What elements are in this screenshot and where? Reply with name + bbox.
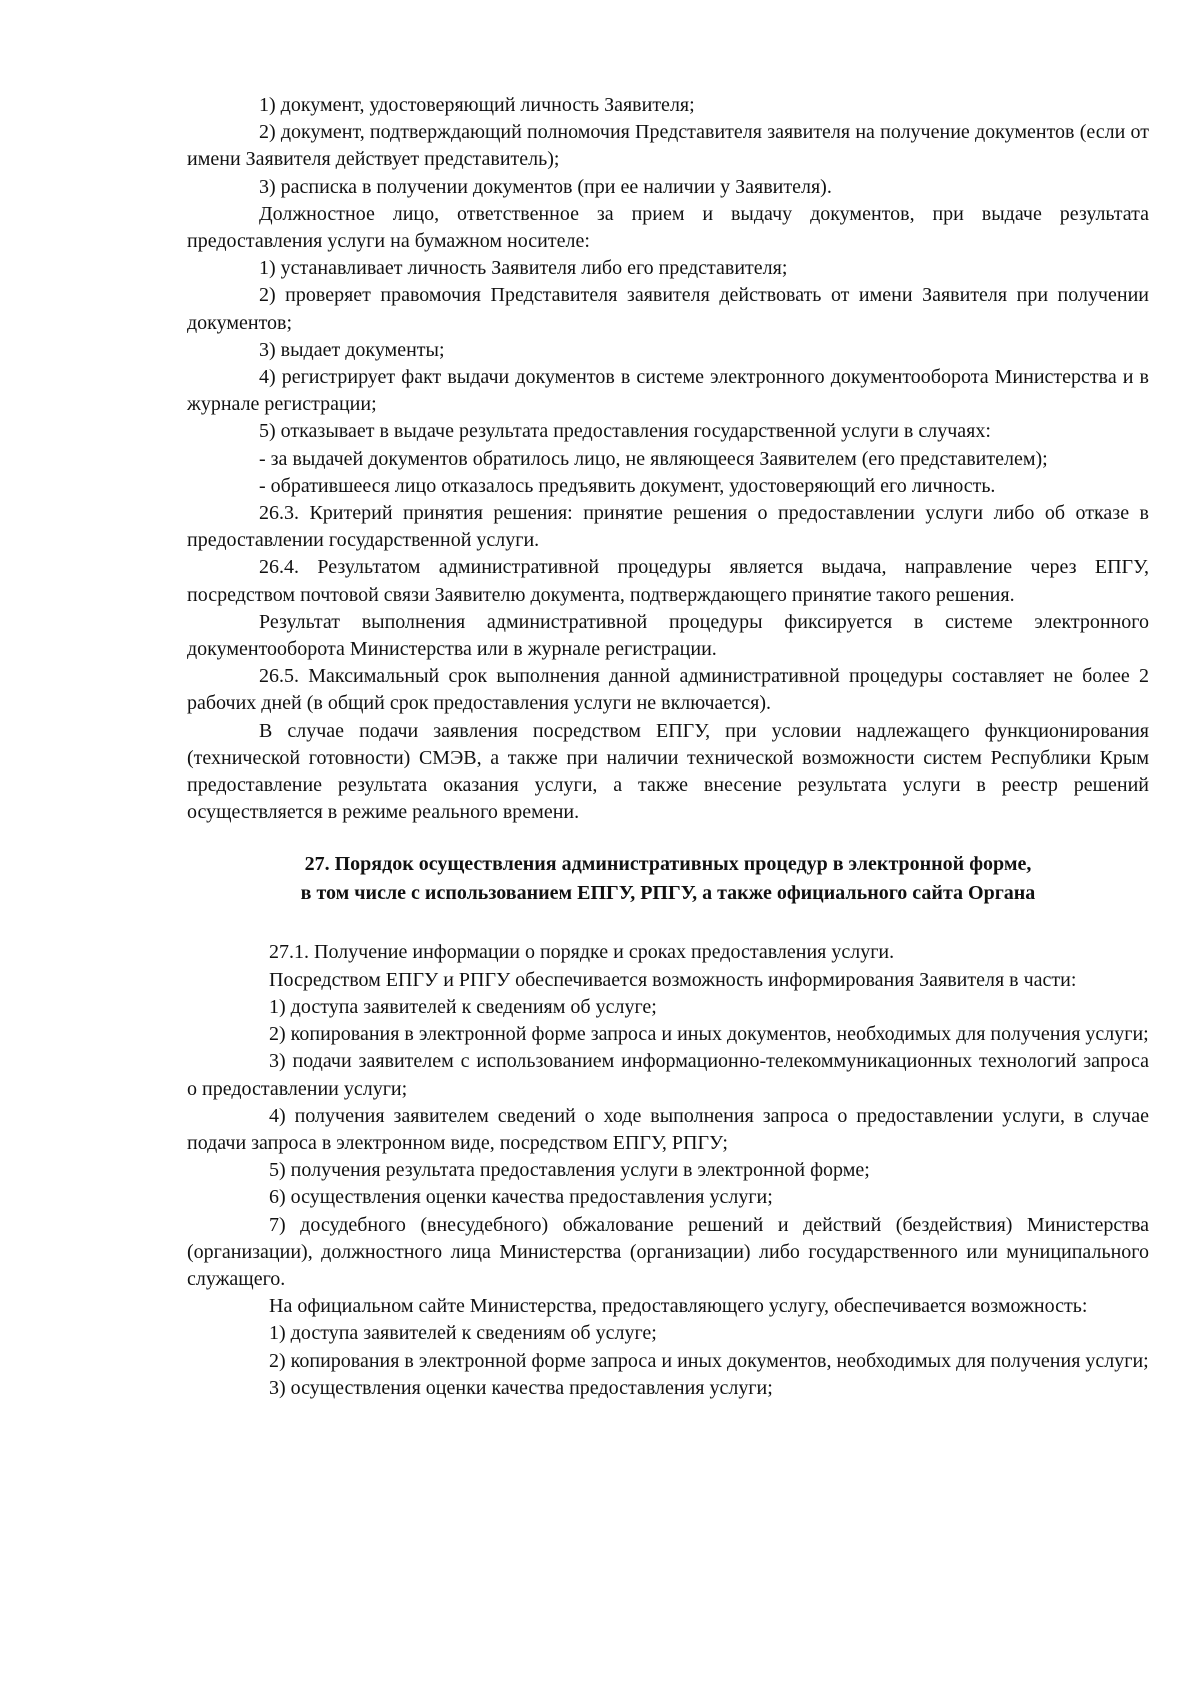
paragraph: 2) копирования в электронной форме запроса и иных документов, необходимых для получения услуги;	[269, 1349, 1149, 1372]
paragraph: 26.5. Максимальный срок выполнения данной административной процедуры составляет не более 2 рабочих дней (в общий срок предоставления услуги не включается).	[187, 665, 1149, 715]
paragraph: - за выдачей документов обратилось лицо, не являющееся Заявителем (его представителем);	[259, 447, 1048, 470]
paragraph: 1) документ, удостоверяющий личность Заявителя;	[259, 94, 695, 116]
paragraph: 5) получения результата предоставления услуги в электронной форме;	[269, 1159, 870, 1182]
paragraph: 3) осуществления оценки качества предоставления услуги;	[269, 1376, 773, 1399]
paragraph: 2) документ, подтверждающий полномочия Представителя заявителя на получение документов (если от имени Заявителя действует представитель);	[187, 121, 1149, 171]
paragraph: Должностное лицо, ответственное за прием и выдачу документов, при выдаче результата предоставления услуги на бумажном носителе:	[187, 202, 1149, 253]
section-heading	[187, 850, 1149, 908]
paragraph: 5) отказывает в выдаче результата предоставления государственной услуги в случаях:	[259, 420, 991, 443]
section-heading-line-1: 27. Порядок осуществления административных процедур в электронной форме,	[304, 853, 1032, 876]
paragraph: 27.1. Получение информации о порядке и сроках предоставления услуги.	[269, 941, 895, 964]
paragraph: 2) копирования в электронной форме запроса и иных документов, необходимых для получения услуги;	[269, 1023, 1149, 1046]
paragraph: 7) досудебного (внесудебного) обжалование решений и действий (бездействия) Министерства (организации), должностного лица Министерства (организации) либо государственного или муниципального служащего.	[187, 1213, 1149, 1290]
paragraph: - обратившееся лицо отказалось предъявить документ, удостоверяющий его личность.	[259, 474, 996, 497]
paragraph: 1) устанавливает личность Заявителя либо его представителя;	[259, 257, 788, 280]
paragraph: Результат выполнения административной процедуры фиксируется в системе электронного документооборота Министерства или в журнале регистрации.	[187, 610, 1149, 661]
paragraph: 26.3. Критерий принятия решения: принятие решения о предоставлении услуги либо об отказе в предоставлении государственной услуги.	[187, 502, 1149, 552]
paragraph: 26.4. Результатом административной процедуры является выдача, направление через ЕПГУ, посредством почтовой связи Заявителю документа, подтверждающего принятие такого решения.	[187, 556, 1149, 606]
section-heading-line-2: в том числе с использованием ЕПГУ, РПГУ, а также официального сайта Органа	[300, 882, 1036, 905]
paragraph: Посредством ЕПГУ и РПГУ обеспечивается возможность информирования Заявителя в части:	[269, 968, 1077, 991]
paragraph: 4) получения заявителем сведений о ходе выполнения запроса о предоставлении услуги, в случае подачи запроса в электронном виде, посредством ЕПГУ, РПГУ;	[187, 1104, 1149, 1154]
paragraph: 1) доступа заявителей к сведениям об услуге;	[269, 995, 657, 1018]
paragraph: В случае подачи заявления посредством ЕПГУ, при условии надлежащего функционирования (технической готовности) СМЭВ, а также при наличии технической возможности систем Республики Крым предоставление результата оказания услуги, а также внесение результата услуги в реестр решений осуществляется в режиме реального времени.	[187, 719, 1149, 824]
paragraph: 2) проверяет правомочия Представителя заявителя действовать от имени Заявителя при получении документов;	[187, 284, 1149, 334]
paragraph: 6) осуществления оценки качества предоставления услуги;	[269, 1186, 773, 1209]
paragraph: 1) доступа заявителей к сведениям об услуге;	[269, 1322, 657, 1345]
paragraph: 4) регистрирует факт выдачи документов в системе электронного документооборота Министерства и в журнале регистрации;	[187, 366, 1149, 416]
paragraph: 3) расписка в получении документов (при ее наличии у Заявителя).	[259, 175, 832, 198]
paragraph: На официальном сайте Министерства, предоставляющего услугу, обеспечивается возможность:	[269, 1295, 1088, 1318]
paragraph: 3) выдает документы;	[259, 338, 445, 361]
document-page	[187, 92, 1149, 1402]
paragraph: 3) подачи заявителем с использованием информационно-телекоммуникационных технологий запроса о предоставлении услуги;	[187, 1050, 1149, 1100]
